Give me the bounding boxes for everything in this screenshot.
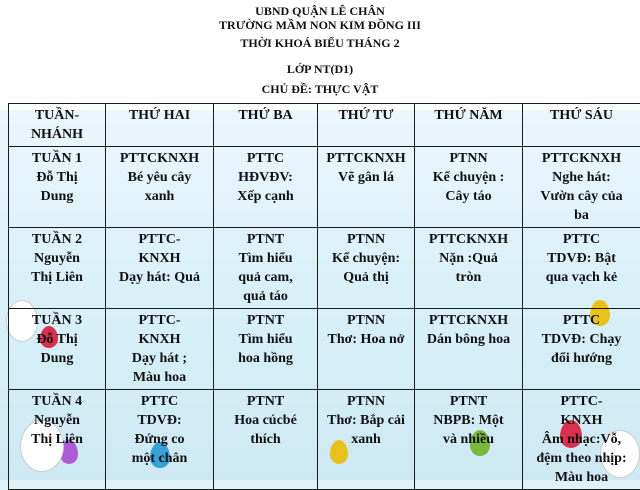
activity-cell-line: HĐVĐV: — [216, 168, 315, 187]
activity-cell-line: Tìm hiểu — [216, 330, 315, 349]
activity-cell-friday — [523, 390, 640, 490]
activity-cell-thursday — [415, 147, 523, 228]
activity-cell-wednesday — [318, 228, 415, 309]
column-header-monday: THỨ HAI — [106, 104, 214, 147]
column-header-friday: THỨ SÁU — [523, 104, 640, 147]
activity-cell-line: PTNN — [417, 149, 520, 168]
schedule-table — [8, 103, 640, 490]
activity-cell-line: đệm theo nhịp: — [525, 449, 638, 468]
activity-cell-line: KNXH — [108, 330, 211, 349]
district-name: UBND QUẬN LÊ CHÂN — [0, 4, 640, 19]
activity-cell-line: PTTCKNXH — [417, 311, 520, 330]
activity-cell-line: PTTC — [216, 149, 315, 168]
activity-cell-line: TDVĐ: Bật — [525, 249, 638, 268]
table-row — [9, 309, 640, 390]
table-header-row — [9, 104, 640, 147]
activity-cell-tuesday — [214, 228, 318, 309]
activity-cell-line: và nhiều — [417, 430, 520, 449]
activity-cell-tuesday — [214, 147, 318, 228]
activity-cell-line: PTNT — [417, 392, 520, 411]
activity-cell-thursday — [415, 390, 523, 490]
activity-cell-thursday — [415, 309, 523, 390]
column-header-tuesday: THỨ BA — [214, 104, 318, 147]
class-name: LỚP NT(D1) — [0, 62, 640, 77]
activity-cell-line: PTNT — [216, 311, 315, 330]
activity-cell-line: Hoa cúcbé — [216, 411, 315, 430]
activity-cell-line: PTNT — [216, 230, 315, 249]
activity-cell-line: Xếp cạnh — [216, 187, 315, 206]
week-cell-line: Thị Liên — [11, 430, 103, 449]
week-cell — [9, 390, 106, 490]
column-header-thursday: THỨ NĂM — [415, 104, 523, 147]
activity-cell-line: Kể chuyện: — [320, 249, 412, 268]
activity-cell-line: Dạy hát ; — [108, 349, 211, 368]
activity-cell-line: qua vạch kẻ — [525, 268, 638, 287]
activity-cell-line: Âm nhạc:Vỗ, — [525, 430, 638, 449]
activity-cell-line: PTNN — [320, 311, 412, 330]
activity-cell-line: quả cam, — [216, 268, 315, 287]
week-cell-line: Dung — [11, 187, 103, 206]
activity-cell-line: PTTC — [108, 392, 211, 411]
school-name: TRƯỜNG MẦM NON KIM ĐỒNG III — [0, 18, 640, 33]
activity-cell-line: một chân — [108, 449, 211, 468]
week-cell-line: Nguyễn — [11, 411, 103, 430]
table-row — [9, 390, 640, 490]
activity-cell-line: PTTC- — [108, 311, 211, 330]
activity-cell-line: Đứng co — [108, 430, 211, 449]
activity-cell-line: quả táo — [216, 287, 315, 306]
activity-cell-line: PTNT — [216, 392, 315, 411]
activity-cell-line: Bé yêu cây — [108, 168, 211, 187]
week-cell-line: TUẦN 1 — [11, 149, 103, 168]
activity-cell-line: PTNN — [320, 392, 412, 411]
activity-cell-line: Tìm hiểu — [216, 249, 315, 268]
activity-cell-wednesday — [318, 390, 415, 490]
activity-cell-line: hoa hồng — [216, 349, 315, 368]
column-header-week: TUẦN-NHÁNH — [9, 104, 106, 147]
column-header-wednesday: THỨ TƯ — [318, 104, 415, 147]
activity-cell-line: NBPB: Một — [417, 411, 520, 430]
activity-cell-monday — [106, 228, 214, 309]
week-cell-line: TUẦN 4 — [11, 392, 103, 411]
activity-cell-line: KNXH — [108, 249, 211, 268]
week-cell-line: Nguyễn — [11, 249, 103, 268]
activity-cell-line: tròn — [417, 268, 520, 287]
activity-cell-line: Màu hoa — [108, 368, 211, 387]
activity-cell-line: thích — [216, 430, 315, 449]
activity-cell-monday — [106, 309, 214, 390]
activity-cell-line: PTNN — [320, 230, 412, 249]
activity-cell-friday — [523, 147, 640, 228]
activity-cell-line: Vườn cây của — [525, 187, 638, 206]
activity-cell-line: Nặn :Quả — [417, 249, 520, 268]
activity-cell-friday — [523, 228, 640, 309]
activity-cell-line: Nghe hát: — [525, 168, 638, 187]
activity-cell-line: Quả thị — [320, 268, 412, 287]
week-cell-line: TUẦN 3 — [11, 311, 103, 330]
activity-cell-line: TDVĐ: Chạy — [525, 330, 638, 349]
activity-cell-line: đổi hướng — [525, 349, 638, 368]
activity-cell-line: TDVĐ: — [108, 411, 211, 430]
activity-cell-wednesday — [318, 147, 415, 228]
activity-cell-line: PTTCKNXH — [320, 149, 412, 168]
week-cell-line: TUẦN 2 — [11, 230, 103, 249]
activity-cell-line: ba — [525, 206, 638, 225]
activity-cell-line: KNXH — [525, 411, 638, 430]
activity-cell-line: PTTCKNXH — [525, 149, 638, 168]
activity-cell-line: Kể chuyện : — [417, 168, 520, 187]
table-row — [9, 147, 640, 228]
theme-title: CHỦ ĐỀ: THỰC VẬT — [0, 82, 640, 97]
activity-cell-line: Cây táo — [417, 187, 520, 206]
activity-cell-monday — [106, 147, 214, 228]
activity-cell-line: PTTC — [525, 311, 638, 330]
activity-cell-friday — [523, 309, 640, 390]
activity-cell-line: PTTC- — [108, 230, 211, 249]
table-row — [9, 228, 640, 309]
week-cell — [9, 228, 106, 309]
week-cell-line: Dung — [11, 349, 103, 368]
week-cell-line: Đỗ Thị — [11, 330, 103, 349]
activity-cell-tuesday — [214, 309, 318, 390]
activity-cell-line: PTTCKNXH — [417, 230, 520, 249]
week-cell — [9, 309, 106, 390]
activity-cell-monday — [106, 390, 214, 490]
activity-cell-wednesday — [318, 309, 415, 390]
activity-cell-line: Vẽ gân lá — [320, 168, 412, 187]
week-cell-line: Thị Liên — [11, 268, 103, 287]
schedule-title: THỜI KHOÁ BIỂU THÁNG 2 — [0, 36, 640, 51]
activity-cell-thursday — [415, 228, 523, 309]
activity-cell-line: PTTC- — [525, 392, 638, 411]
activity-cell-line: Thơ: Bắp cải — [320, 411, 412, 430]
week-cell-line: Đỗ Thị — [11, 168, 103, 187]
activity-cell-tuesday — [214, 390, 318, 490]
activity-cell-line: Màu hoa — [525, 468, 638, 487]
activity-cell-line: Dạy hát: Quả — [108, 268, 211, 287]
activity-cell-line: xanh — [320, 430, 412, 449]
activity-cell-line: Dán bông hoa — [417, 330, 520, 349]
week-cell — [9, 147, 106, 228]
activity-cell-line: xanh — [108, 187, 211, 206]
activity-cell-line: Thơ: Hoa nở — [320, 330, 412, 349]
activity-cell-line: PTTC — [525, 230, 638, 249]
activity-cell-line: PTTCKNXH — [108, 149, 211, 168]
